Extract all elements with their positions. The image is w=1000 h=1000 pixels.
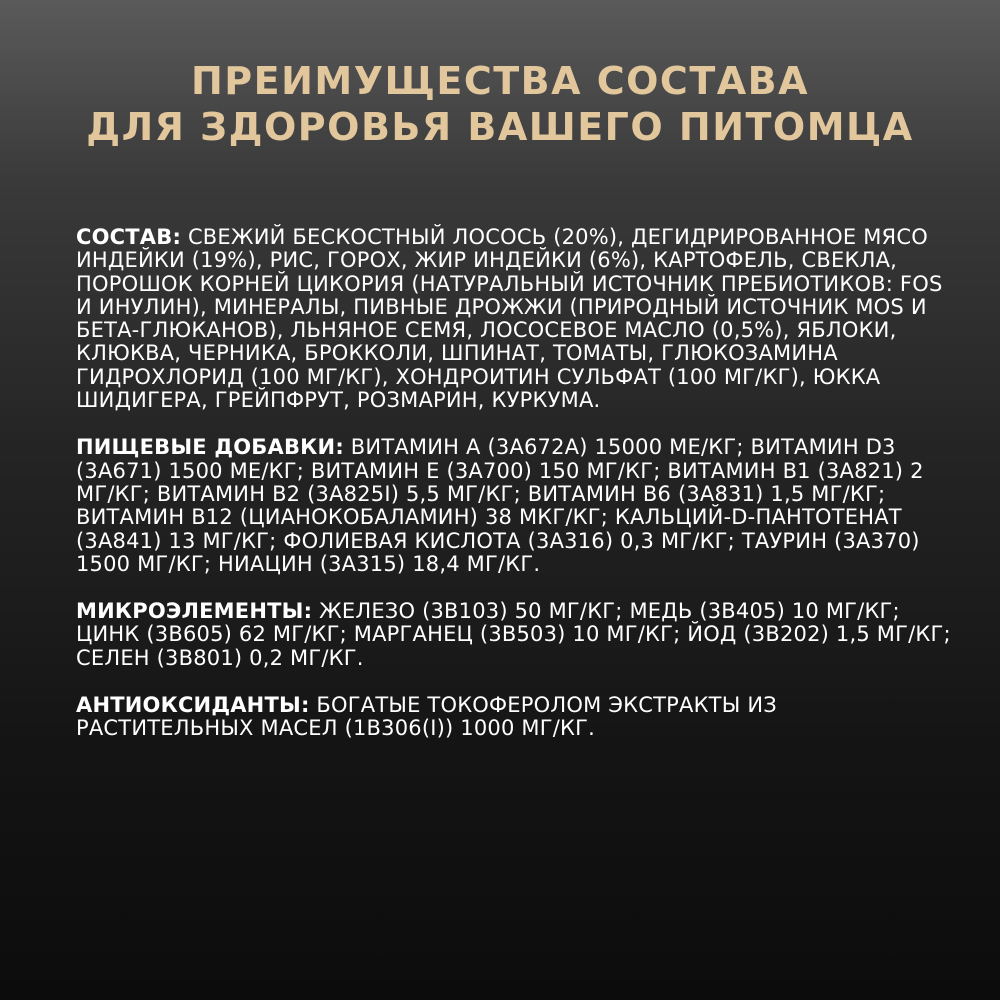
composition-paragraph <box>76 226 956 412</box>
page-title <box>0 58 1000 150</box>
microelements-text: ЖЕЛЕЗО (3В103) 50 МГ/КГ; МЕДЬ (3В405) 10 МГ/КГ; ЦИНК (3В605) 62 МГ/КГ; МАРГАНЕЦ (3В503) 10 МГ/КГ; ЙОД (3В202) 1,5 МГ/КГ; СЕЛЕН (3В801) 0,2 МГ/КГ. <box>76 599 951 670</box>
antioxidants-paragraph <box>76 694 956 741</box>
additives-text: ВИТАМИН А (3А672А) 15000 МЕ/КГ; ВИТАМИН D3 (3А671) 1500 МЕ/КГ; ВИТАМИН Е (3А700) 150 МГ/КГ; ВИТАМИН В1 (3А821) 2 МГ/КГ; ВИТАМИН В2 (3А825I) 5,5 МГ/КГ; ВИТАМИН В6 (3А831) 1,5 МГ/КГ; ВИТАМИН В12 (ЦИАНОКОБАЛАМИН) 38 МКГ/КГ; КАЛЬЦИЙ-D-ПАНТОТЕНАТ (3А841) 13 МГ/КГ; ФОЛИЕВАЯ КИСЛОТА (3А316) 0,3 МГ/КГ; ТАУРИН (3А370) 1500 МГ/КГ; НИАЦИН (3А315) 18,4 МГ/КГ. <box>76 435 924 576</box>
additives-label: ПИЩЕВЫЕ ДОБАВКИ: <box>76 435 344 460</box>
title-line-1: ПРЕИМУЩЕСТВА СОСТАВА <box>190 59 810 103</box>
section-composition <box>76 226 956 412</box>
section-antioxidants <box>76 694 956 741</box>
title-line-2: ДЛЯ ЗДОРОВЬЯ ВАШЕГО ПИТОМЦА <box>86 105 914 149</box>
antioxidants-text: БОГАТЫЕ ТОКОФЕРОЛОМ ЭКСТРАКТЫ ИЗ РАСТИТЕЛЬНЫХ МАСЕЛ (1В306(I)) 1000 МГ/КГ. <box>76 693 777 741</box>
section-microelements <box>76 600 956 670</box>
microelements-label: МИКРОЭЛЕМЕНТЫ: <box>76 599 313 624</box>
antioxidants-label: АНТИОКСИДАНТЫ: <box>76 693 310 718</box>
composition-text-block <box>76 226 956 765</box>
section-additives <box>76 436 956 576</box>
additives-paragraph <box>76 436 956 576</box>
composition-text: СВЕЖИЙ БЕСКОСТНЫЙ ЛОСОСЬ (20%), ДЕГИДРИРОВАННОЕ МЯСО ИНДЕЙКИ (19%), РИС, ГОРОХ, ЖИР ИНДЕЙКИ (6%), КАРТОФЕЛЬ, СВЕКЛА, ПОРОШОК КОРНЕЙ ЦИКОРИЯ (НАТУРАЛЬНЫЙ ИСТОЧНИК ПРЕБИОТИКОВ: FOS И ИНУЛИН), МИНЕРАЛЫ, ПИВНЫЕ ДРОЖЖИ (ПРИРОДНЫЙ ИСТОЧНИК MOS И БЕТА-ГЛЮКАНОВ), ЛЬНЯНОЕ СЕМЯ, ЛОСОСЕВОЕ МАСЛО (0,5%), ЯБЛОКИ, КЛЮКВА, ЧЕРНИКА, БРОККОЛИ, ШПИНАТ, ТОМАТЫ, ГЛЮКОЗАМИНА ГИДРОХЛОРИД (100 МГ/КГ), ХОНДРОИТИН СУЛЬФАТ (100 МГ/КГ), ЮККА ШИДИГЕРА, ГРЕЙПФРУТ, РОЗМАРИН, КУРКУМА. <box>76 225 943 413</box>
microelements-paragraph <box>76 600 956 670</box>
composition-label: СОСТАВ: <box>76 225 182 249</box>
